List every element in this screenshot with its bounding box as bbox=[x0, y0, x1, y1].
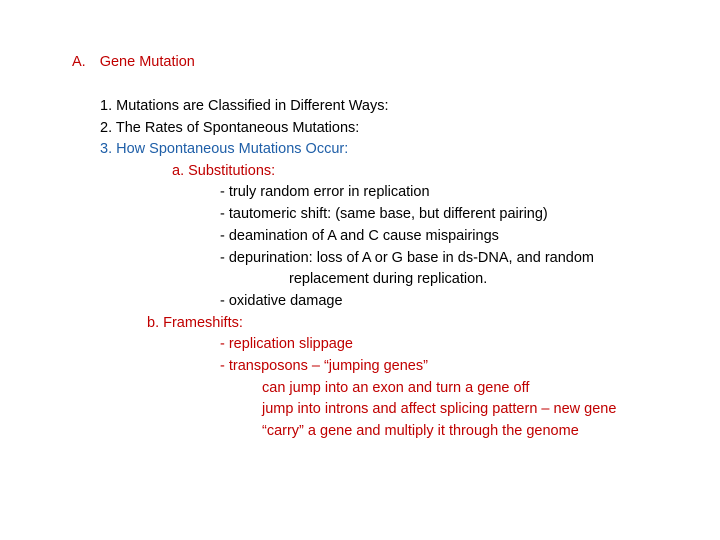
frameshift-item-2: - transposons – “jumping genes” bbox=[220, 358, 428, 374]
section-3: 3. How Spontaneous Mutations Occur: bbox=[100, 141, 349, 157]
frameshift-item-1: - replication slippage bbox=[220, 336, 353, 352]
substitution-item-3: - deamination of A and C cause mispairings bbox=[220, 228, 499, 244]
substitution-item-4-continued: replacement during replication. bbox=[289, 271, 488, 287]
section-2: 2. The Rates of Spontaneous Mutations: bbox=[100, 120, 360, 136]
heading-title: Gene Mutation bbox=[99, 54, 195, 70]
transposon-note-2: jump into introns and affect splicing pattern – new gene bbox=[262, 401, 617, 417]
substitution-item-5: - oxidative damage bbox=[220, 293, 343, 309]
substitution-item-1: - truly random error in replication bbox=[220, 184, 430, 200]
substitution-item-2: - tautomeric shift: (same base, but different pairing) bbox=[220, 206, 548, 222]
substitutions-heading: a. Substitutions: bbox=[172, 163, 276, 179]
substitution-item-4: - depurination: loss of A or G base in ds-DNA, and random bbox=[220, 250, 594, 266]
section-1: 1. Mutations are Classified in Different Ways: bbox=[100, 98, 389, 114]
frameshifts-heading: b. Frameshifts: bbox=[147, 315, 243, 331]
heading-a bbox=[72, 53, 195, 71]
transposon-note-3: “carry” a gene and multiply it through the genome bbox=[262, 423, 579, 439]
heading-marker: A. bbox=[72, 54, 86, 70]
transposon-note-1: can jump into an exon and turn a gene off bbox=[262, 380, 530, 396]
